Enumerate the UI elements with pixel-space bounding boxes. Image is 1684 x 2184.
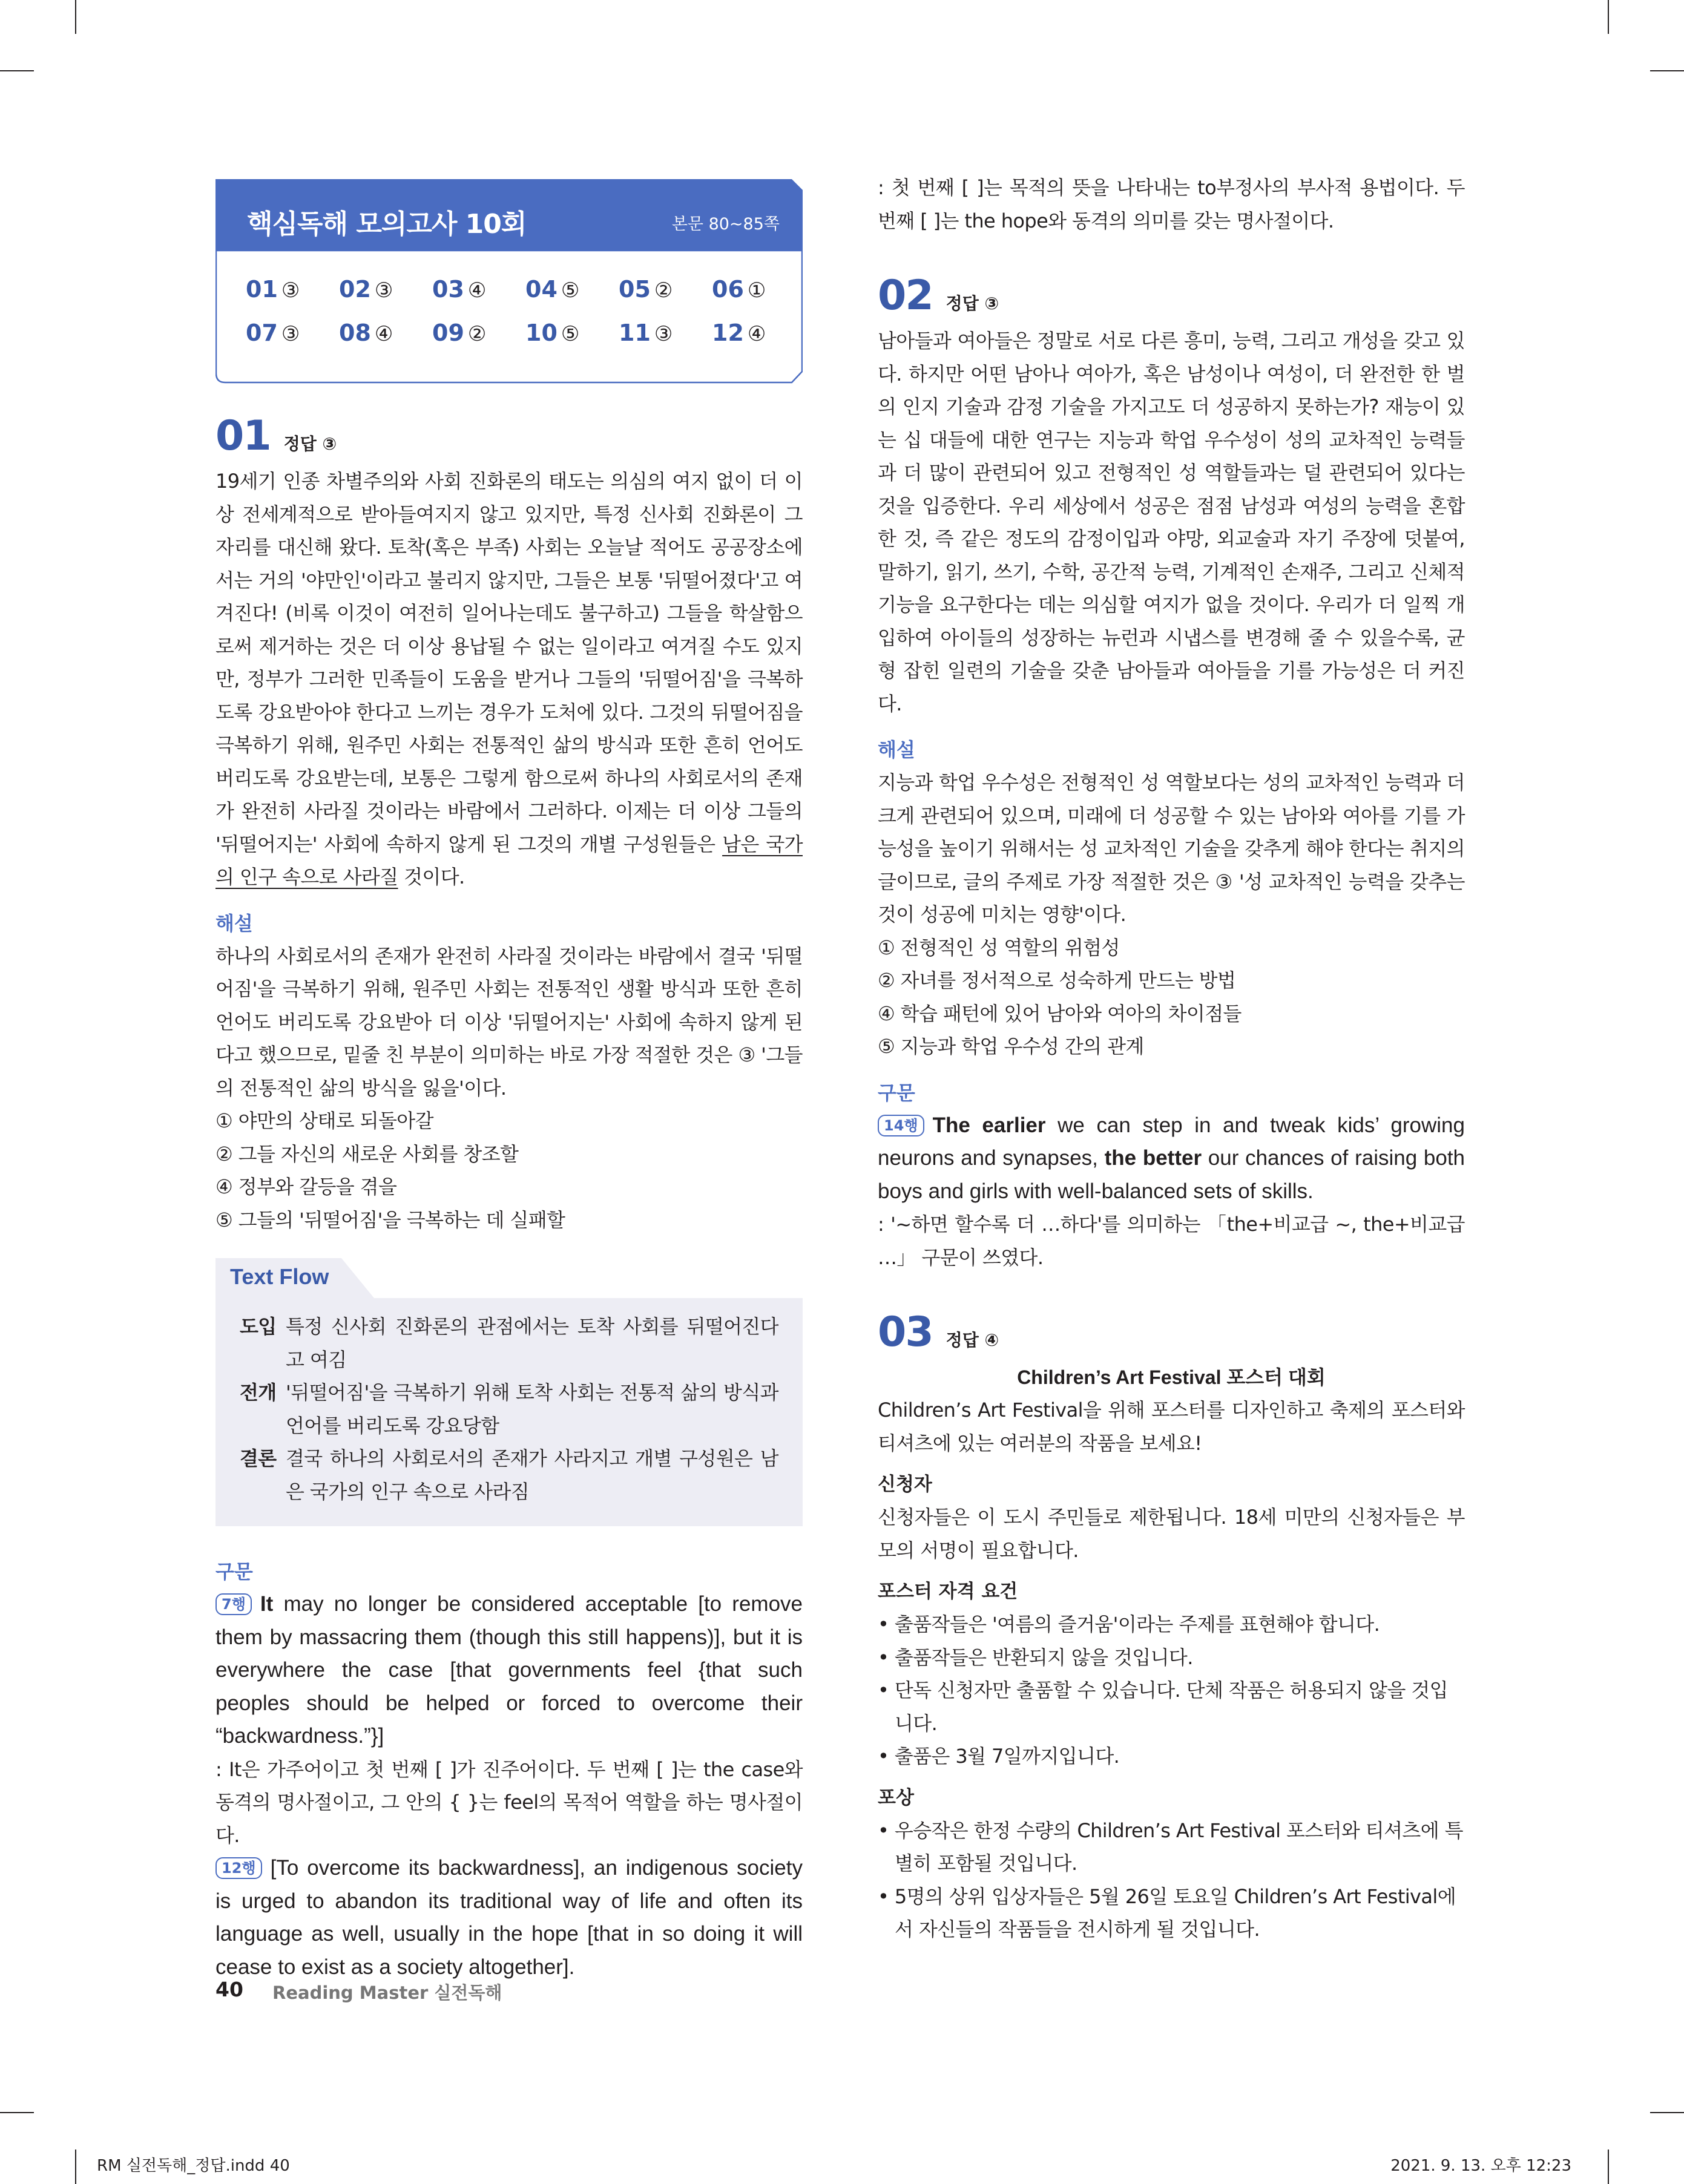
slug-timestamp: 2021. 9. 13. 오후 12:23: [1390, 2157, 1571, 2175]
line-tag: 7행: [215, 1593, 252, 1615]
applicant-heading: 신청자: [878, 1474, 932, 1495]
explanation-heading: 해설: [878, 738, 915, 761]
option-item: ④ 학습 패턴에 있어 남아와 여아의 차이점들: [878, 1002, 1242, 1025]
underlined-phrase: 남은 국가의 인구 속으로 사라질: [215, 832, 803, 888]
applicant-text: 신청자들은 이 도시 주민들로 제한됩니다. 18세 미만의 신청자들은 부모의 서명이 필요합니다.: [878, 1506, 1465, 1562]
requirement-item: • 단독 신청자만 출품할 수 있습니다. 단체 작품은 허용되지 않을 것입니다.: [878, 1679, 1448, 1735]
crop-mark: [1650, 2112, 1684, 2113]
crop-mark: [1608, 0, 1609, 34]
text-flow-row: 전개 '뒤떨어짐'을 극복하기 위해 토착 사회는 전통적 삶의 방식과 언어를 버리도록 강요당함: [240, 1381, 778, 1437]
text-flow-title: Text Flow: [230, 1264, 329, 1289]
page-number: 40: [215, 1978, 243, 2001]
requirement-item: • 출품작들은 반환되지 않을 것입니다.: [878, 1645, 1193, 1669]
q01-syntax-2: 12행 [To overcome its backwardness], an indigenous society is urged to abandon its traditional way of life and often its language as well, usually in the hope [that in so doing it will cease to exist as a society altogether].: [215, 1856, 803, 1979]
option-item: ⑤ 지능과 학업 우수성 간의 관계: [878, 1035, 1144, 1058]
crop-mark: [0, 2112, 34, 2113]
syntax-heading: 구문: [215, 1560, 253, 1583]
question-number: 03: [878, 1308, 933, 1356]
q01-translation: 19세기 인종 차별주의와 사회 진화론의 태도는 의심의 여지 없이 더 이상 전세계적으로 받아들여지지 않고 있지만, 특정 신사회 진화론이 그 자리를 대신해 왔다. 토착(혹은 부족) 사회는 오늘날 적어도 공공장소에서는 거의 '야만인'이라고 불리지 않지만, 그들은 보통 '뒤떨어졌다'고 여겨진다! (비록 이것이 여전히 일어나는데도 불구하고) 그들을 학살함으로써 제거하는 것은 더 이상 용납될 수 없는 일이라고 여겨질 수도 있지만, 정부가 그러한 민족들이 도움을 받거나 그들의 '뒤떨어짐'을 극복하도록 강요받아야 한다고 느끼는 경우가 도처에 있다. 그것의 뒤떨어짐을 극복하기 위해, 원주민 사회는 전통적인 삶의 방식과 또한 흔히 언어도 버리도록 강요받는데, 보통은 그렇게 함으로써 하나의 사회로서의 존재가 완전히 사라질 것이라는 바람에서 그러하다. 이제는 더 이상 그들의 '뒤떨어지는' 사회에 속하지 않게 된 그것의 개별 구성원들은 남은 국가의 인구 속으로 사라질 것이다.: [215, 470, 803, 888]
q01-syntax-1: 7행 It may no longer be considered acceptable [to remove them by massacring them (though this still happens)], but it is everywhere the case [that governments feel {that such peoples should be helped or forced to overcome their “backwardness.”}]: [215, 1592, 803, 1748]
q01-syntax-1-note: : It은 가주어이고 첫 번째 [ ]가 진주어이다. 두 번째 [ ]는 the case와 동격의 명사절이고, 그 안의 { }는 feel의 목적어 역할을 하는 명사절이다.: [215, 1757, 803, 1847]
text-flow-row: 도입 특정 신사회 진화론의 관점에서는 토착 사회를 뒤떨어진다고 여김: [240, 1315, 778, 1371]
prize-item: • 우승작은 한정 수량의 Children’s Art Festival 포스터와 티셔츠에 특별히 포함될 것입니다.: [878, 1818, 1463, 1875]
option-item: ② 자녀를 정서적으로 성숙하게 만드는 방법: [878, 969, 1236, 992]
answer-item: 09 ②: [432, 320, 487, 346]
q02-syntax: 14행 The earlier we can step in and tweak kids’ growing neurons and synapses, the better our chances of raising both boys and girls with well-balanced sets of skills.: [878, 1113, 1465, 1203]
poster-intro: Children’s Art Festival을 위해 포스터를 디자인하고 축제의 포스터와 티셔츠에 있는 여러분의 작품을 보세요!: [878, 1399, 1465, 1455]
line-tag: 14행: [878, 1115, 924, 1136]
option-item: ② 그들 자신의 새로운 사회를 창조할: [215, 1142, 519, 1166]
slug-file-info: RM 실전독해_정답.indd 40: [97, 2157, 290, 2175]
answer-item: 08 ④: [339, 320, 393, 346]
q03-header: [878, 1309, 1465, 1356]
q02-explanation: 지능과 학업 우수성은 전형적인 성 역할보다는 성의 교차적인 능력과 더 크게 관련되어 있으며, 미래에 더 성공할 수 있는 남아와 여아를 기를 가능성을 높이기 위해서는 성 교차적인 기술을 갖추게 해야 한다는 취지의 글이므로, 글의 주제로 가장 적절한 것은 ③ '성 교차적인 능력을 갖추는 것이 성공에 미치는 영향'이다.: [878, 771, 1465, 926]
syntax-heading: 구문: [878, 1081, 915, 1104]
q02-translation: 남아들과 여아들은 정말로 서로 다른 흥미, 능력, 그리고 개성을 갖고 있다. 하지만 어떤 남아나 여아가, 혹은 남성이나 여성이, 더 완전한 한 벌의 인지 기술과 감정 기술을 가지고도 더 성공하지 못하는가? 재능이 있는 십 대들에 대한 연구는 지능과 학업 우수성이 성의 교차적인 능력들과 더 많이 관련되어 있고 전형적인 성 역할들과는 덜 관련되어 있다는 것을 입증한다. 우리 세상에서 성공은 점점 남성과 여성의 능력을 혼합한 것, 즉 같은 정도의 감정이입과 야망, 외교술과 자기 주장에 덧붙여, 말하기, 읽기, 쓰기, 수학, 공간적 능력, 기계적인 손재주, 그리고 신체적 기능을 요구한다는 데는 의심할 여지가 없을 것이다. 우리가 더 일찍 개입하여 아이들의 성장하는 뉴런과 시냅스를 변경해 줄 수 있을수록, 균형 잡힌 일련의 기술을 갖춘 남아들과 여아들을 기를 가능성은 더 커진다.: [878, 329, 1465, 715]
answer-grid: [246, 276, 778, 346]
crop-mark: [75, 2150, 76, 2184]
right-column: [878, 171, 1465, 1946]
option-item: ① 야만의 상태로 되돌아갈: [215, 1109, 433, 1132]
answer-item: 02 ③: [339, 276, 393, 303]
line-tag: 12행: [215, 1857, 262, 1879]
crop-mark: [1608, 2150, 1609, 2184]
crop-mark: [0, 70, 34, 71]
answer-item: 01 ③: [246, 276, 300, 303]
text-flow-tab: [215, 1258, 803, 1298]
answer-label: 정답 ③: [283, 434, 337, 454]
answer-box: [215, 179, 803, 384]
answer-box-page-ref: 본문 80~85쪽: [671, 215, 780, 234]
q01-syntax-2-note: : 첫 번째 [ ]는 목적의 뜻을 나타내는 to부정사의 부사적 용법이다. 두 번째 [ ]는 the hope와 동격의 의미를 갖는 명사절이다.: [878, 176, 1465, 232]
question-number: 02: [878, 272, 933, 320]
book-title: Reading Master 실전독해: [272, 1982, 502, 2003]
text-flow-box: [215, 1258, 803, 1526]
prize-item: • 5명의 상위 입상자들은 5월 26일 토요일 Children’s Art Festival에서 자신들의 작품들을 전시하게 될 것입니다.: [878, 1884, 1456, 1941]
answer-item: 05 ②: [619, 276, 673, 303]
question-number: 01: [215, 412, 271, 460]
answer-item: 03 ④: [432, 276, 487, 303]
requirements-heading: 포스터 자격 요건: [878, 1581, 1018, 1602]
answer-item: 04 ⑤: [525, 276, 580, 303]
text-flow-body: [215, 1298, 803, 1526]
requirement-item: • 출품작들은 '여름의 즐거움'이라는 주제를 표현해야 합니다.: [878, 1613, 1380, 1636]
option-item: ⑤ 그들의 '뒤떨어짐'을 극복하는 데 실패할: [215, 1208, 565, 1231]
answer-item: 06 ①: [712, 276, 766, 303]
answer-item: 12 ④: [712, 320, 766, 346]
q01-header: [215, 413, 803, 460]
answer-label: 정답 ③: [946, 293, 999, 313]
q01-explanation: 하나의 사회로서의 존재가 완전히 사라질 것이라는 바람에서 결국 '뒤떨어짐'을 극복하기 위해, 원주민 사회는 전통적인 생활 방식과 또한 흔히 언어도 버리도록 강요받아 더 이상 '뒤떨어지는' 사회에 속하지 않게 된다고 했으므로, 밑줄 친 부분이 의미하는 바로 가장 적절한 것은 ③ '그들의 전통적인 삶의 방식을 잃을'이다.: [215, 944, 803, 1100]
crop-mark: [1650, 70, 1684, 71]
requirement-item: • 출품은 3월 7일까지입니다.: [878, 1745, 1120, 1768]
answer-item: 11 ③: [619, 320, 673, 346]
q02-header: [878, 272, 1465, 320]
answer-item: 07 ③: [246, 320, 300, 346]
text-flow-row: 결론 결국 하나의 사회로서의 존재가 사라지고 개별 구성원은 남은 국가의 인구 속으로 사라짐: [240, 1447, 778, 1503]
crop-mark: [75, 0, 76, 34]
answer-label: 정답 ④: [946, 1330, 999, 1350]
option-item: ④ 정부와 갈등을 겪을: [215, 1175, 397, 1198]
answer-item: 10 ⑤: [525, 320, 580, 346]
answer-box-title: 핵심독해 모의고사 10회: [247, 209, 527, 240]
option-item: ① 전형적인 성 역할의 위험성: [878, 936, 1120, 959]
poster-title: Children’s Art Festival 포스터 대회: [1017, 1366, 1326, 1388]
q02-syntax-note: : '~하면 할수록 더 …하다'를 의미하는 「the+비교급 ~, the+비교급 …」 구문이 쓰였다.: [878, 1213, 1465, 1269]
prize-heading: 포상: [878, 1786, 914, 1809]
explanation-heading: 해설: [215, 911, 253, 935]
left-column: [215, 179, 803, 1984]
